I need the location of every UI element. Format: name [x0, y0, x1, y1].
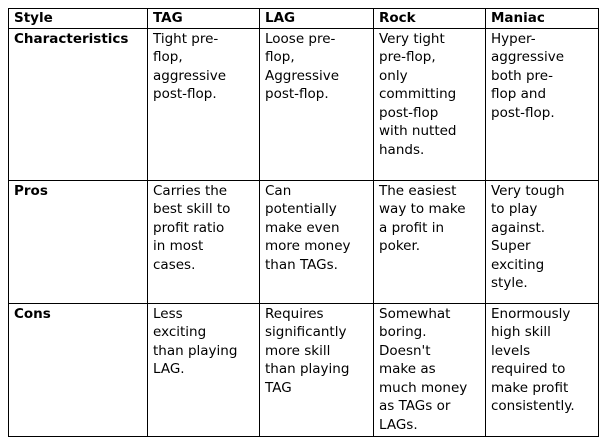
header-style: Style	[9, 9, 148, 29]
header-rock: Rock	[374, 9, 486, 29]
row-label-characteristics: Characteristics	[9, 28, 148, 180]
cell-characteristics-maniac: Hyper- aggressive both pre- flop and post-flop.	[486, 28, 599, 180]
table-row	[9, 28, 599, 180]
header-lag: LAG	[260, 9, 374, 29]
cell-pros-lag: Can potentially make even more money than TAGs.	[260, 180, 374, 303]
header-tag: TAG	[148, 9, 260, 29]
cell-cons-maniac: Enormously high skill levels required to make profit consistently.	[486, 303, 599, 437]
table-row	[9, 180, 599, 303]
header-maniac: Maniac	[486, 9, 599, 29]
cell-pros-rock: The easiest way to make a profit in poker.	[374, 180, 486, 303]
cell-pros-tag: Carries the best skill to profit ratio in most cases.	[148, 180, 260, 303]
cell-characteristics-rock: Very tight pre-flop, only committing post-flop with nutted hands.	[374, 28, 486, 180]
cell-cons-tag: Less exciting than playing LAG.	[148, 303, 260, 437]
cell-cons-lag: Requires significantly more skill than playing TAG	[260, 303, 374, 437]
row-label-pros: Pros	[9, 180, 148, 303]
cell-characteristics-tag: Tight pre- flop, aggressive post-flop.	[148, 28, 260, 180]
cell-cons-rock: Somewhat boring. Doesn't make as much money as TAGs or LAGs.	[374, 303, 486, 437]
row-label-cons: Cons	[9, 303, 148, 437]
poker-styles-table	[8, 8, 599, 437]
cell-characteristics-lag: Loose pre- flop, Aggressive post-flop.	[260, 28, 374, 180]
cell-pros-maniac: Very tough to play against. Super exciting style.	[486, 180, 599, 303]
table-row	[9, 303, 599, 437]
table-header-row	[9, 9, 599, 29]
